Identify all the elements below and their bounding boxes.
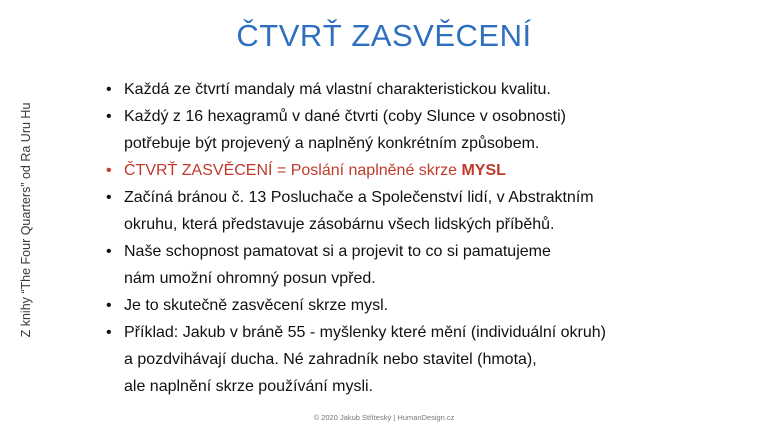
bullet-text: Každý z 16 hexagramů v dané čtvrti (coby Slunce v osobnosti) — [124, 108, 566, 125]
bullet-text: Každá ze čtvrtí mandaly má vlastní charakteristickou kvalitu. — [124, 81, 551, 98]
bullet-item-3 — [104, 157, 744, 184]
bullet-text: Naše schopnost pamatovat si a projevit to co si pamatujeme — [124, 243, 551, 260]
bullet-dot-icon: • — [106, 162, 112, 179]
bullet-dot-icon: • — [106, 243, 112, 260]
bullet-item-1 — [104, 76, 744, 103]
bullet-dot-icon: • — [106, 108, 112, 125]
bullet-item-5 — [104, 238, 744, 292]
slide-title: ČTVRŤ ZASVĚCENÍ — [236, 18, 532, 53]
bullet-item-4 — [104, 184, 744, 238]
bullet-dot-icon: • — [106, 324, 112, 341]
bullet-text: Začíná bránou č. 13 Posluchače a Společenství lidí, v Abstraktním — [124, 189, 594, 206]
footer-copyright: © 2020 Jakub Stříteský | HumanDesign.cz — [313, 413, 455, 422]
side-caption: Z knihy “The Four Quarters” od Ra Uru Hu — [19, 102, 33, 338]
bullet-text: Je to skutečně zasvěcení skrze mysl. — [124, 297, 389, 314]
bullet-text: Příklad: Jakub v bráně 55 - myšlenky které mění (individuální okruh) — [124, 324, 606, 341]
bullet-dot-icon: • — [106, 189, 112, 206]
bullet-text: potřebuje být projevený a naplněný konkrétním způsobem. — [124, 135, 540, 152]
bullet-text: ale naplnění skrze používání mysli. — [124, 378, 374, 395]
bullet-text: nám umožní ohromný posun vpřed. — [124, 270, 376, 287]
bullet-dot-icon: • — [106, 81, 112, 98]
bullet-text: okruhu, která představuje zásobárnu všech lidských příběhů. — [124, 216, 555, 233]
bullet-item-2 — [104, 103, 744, 157]
bullet-text-emphasis: MYSL — [461, 162, 506, 179]
bullet-list — [104, 76, 744, 400]
bullet-item-7 — [104, 319, 744, 400]
bullet-text: a pozdvihávají ducha. Né zahradník nebo stavitel (hmota), — [124, 351, 537, 368]
bullet-dot-icon: • — [106, 297, 112, 314]
bullet-text-prefix: ČTVRŤ ZASVĚCENÍ = Poslání naplněné skrze — [124, 162, 462, 179]
bullet-item-6 — [104, 292, 744, 319]
bullet-text — [124, 157, 744, 184]
